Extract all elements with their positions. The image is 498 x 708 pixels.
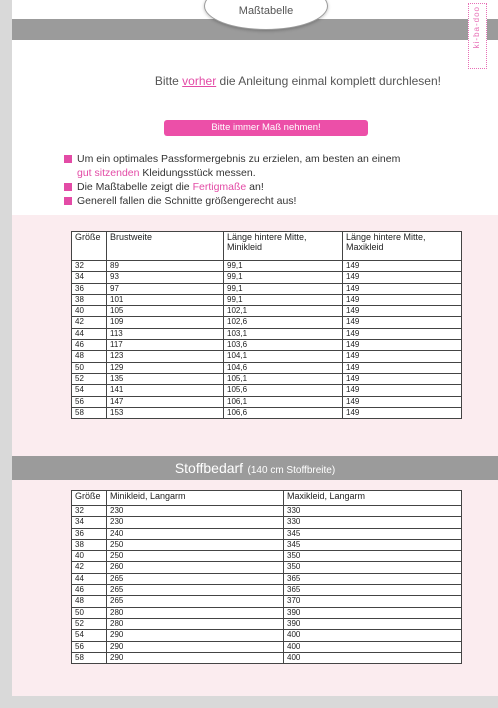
table-row: [72, 340, 462, 351]
table-row: [72, 272, 462, 283]
intro-text: Bitte: [154, 74, 183, 88]
table-cell: 44: [72, 328, 107, 339]
table-cell: 265: [107, 585, 284, 596]
table-cell: 280: [107, 607, 284, 618]
table-cell: 135: [107, 373, 224, 384]
table-row: [72, 362, 462, 373]
table-cell: 330: [284, 506, 462, 517]
table-cell: 44: [72, 573, 107, 584]
table-cell: 149: [343, 328, 462, 339]
bullet-item: [64, 180, 400, 194]
table-cell: 123: [107, 351, 224, 362]
table-cell: 390: [284, 618, 462, 629]
bullet-text: Die Maßtabelle zeigt die: [77, 181, 193, 193]
table-cell: 147: [107, 396, 224, 407]
bullet-text-end: an!: [246, 181, 264, 193]
table-cell: 38: [72, 294, 107, 305]
table-cell: 240: [107, 528, 284, 539]
table-cell: 365: [284, 585, 462, 596]
table-cell: 250: [107, 539, 284, 550]
table-cell: 365: [284, 573, 462, 584]
bullet-square-icon: [64, 197, 72, 205]
column-header: Maxikleid, Langarm: [284, 491, 462, 506]
table-cell: 230: [107, 506, 284, 517]
table-cell: 149: [343, 306, 462, 317]
fabric-note: (140 cm Stoffbreite): [247, 465, 336, 476]
intro-line: [12, 74, 498, 88]
table-cell: 56: [72, 396, 107, 407]
table-cell: 149: [343, 351, 462, 362]
table-row: [72, 607, 462, 618]
table-cell: 58: [72, 652, 107, 663]
table-cell: 250: [107, 551, 284, 562]
notice-pill: Bitte immer Maß nehmen!: [164, 120, 368, 136]
bullet-highlight: Fertigmaße: [192, 181, 247, 193]
bullet-list: [64, 152, 400, 208]
table-cell: 42: [72, 317, 107, 328]
table-cell: 32: [72, 261, 107, 272]
table-cell: 345: [284, 539, 462, 550]
table-row: [72, 407, 462, 418]
table-cell: 290: [107, 641, 284, 652]
intro-text-end: die Anleitung einmal komplett durchlesen!: [216, 74, 441, 88]
table-cell: 36: [72, 283, 107, 294]
bullet-text: Um ein optimales Passformergebnis zu erzielen, am besten an einem: [77, 153, 401, 165]
brand-tag: [468, 3, 487, 69]
table-cell: 105,1: [224, 373, 343, 384]
fabric-header-bar: [12, 456, 498, 480]
table-row: [72, 317, 462, 328]
table-cell: 38: [72, 539, 107, 550]
table-cell: 97: [107, 283, 224, 294]
table-row: [72, 618, 462, 629]
table-cell: 54: [72, 630, 107, 641]
table-row: [72, 261, 462, 272]
table-cell: 141: [107, 385, 224, 396]
table-cell: 56: [72, 641, 107, 652]
table-row: [72, 328, 462, 339]
table-cell: 350: [284, 562, 462, 573]
brand-tag-text: ki-ba-doo: [472, 6, 481, 49]
table-cell: 113: [107, 328, 224, 339]
table-cell: 265: [107, 573, 284, 584]
table-cell: 109: [107, 317, 224, 328]
table-row: [72, 539, 462, 550]
table-cell: 101: [107, 294, 224, 305]
size-table: [71, 231, 462, 419]
bullet-square-icon: [64, 155, 72, 163]
table-cell: 32: [72, 506, 107, 517]
table-cell: 52: [72, 618, 107, 629]
table-cell: 40: [72, 551, 107, 562]
table-cell: 34: [72, 272, 107, 283]
table-cell: 102,1: [224, 306, 343, 317]
table-row: [72, 373, 462, 384]
table-cell: 106,6: [224, 407, 343, 418]
table-cell: 117: [107, 340, 224, 351]
table-cell: 280: [107, 618, 284, 629]
column-header: Länge hintere Mitte, Maxikleid: [343, 232, 462, 261]
bullet-text: Generell fallen die Schnitte größengerecht aus!: [77, 195, 297, 207]
table-cell: 99,1: [224, 261, 343, 272]
table-cell: 52: [72, 373, 107, 384]
bullet-item: [64, 152, 400, 180]
table-cell: 370: [284, 596, 462, 607]
document-page: [12, 0, 498, 696]
table-cell: 103,6: [224, 340, 343, 351]
table-row: [72, 585, 462, 596]
table-cell: 149: [343, 283, 462, 294]
table-cell: 58: [72, 407, 107, 418]
table-row: [72, 528, 462, 539]
bullet-text-end: Kleidungsstück messen.: [139, 167, 256, 179]
table-row: [72, 551, 462, 562]
table-cell: 93: [107, 272, 224, 283]
table-cell: 105: [107, 306, 224, 317]
table-row: [72, 351, 462, 362]
table-cell: 350: [284, 551, 462, 562]
table-cell: 102,6: [224, 317, 343, 328]
table-cell: 400: [284, 652, 462, 663]
table-cell: 149: [343, 272, 462, 283]
bullet-square-icon: [64, 183, 72, 191]
table-cell: 290: [107, 630, 284, 641]
table-cell: 99,1: [224, 294, 343, 305]
table-cell: 50: [72, 362, 107, 373]
table-cell: 149: [343, 373, 462, 384]
table-cell: 153: [107, 407, 224, 418]
table-cell: 149: [343, 407, 462, 418]
table-row: [72, 652, 462, 663]
table-cell: 390: [284, 607, 462, 618]
table-cell: 104,1: [224, 351, 343, 362]
table-cell: 265: [107, 596, 284, 607]
table-cell: 149: [343, 340, 462, 351]
fabric-table: [71, 490, 462, 664]
table-cell: 345: [284, 528, 462, 539]
table-cell: 99,1: [224, 283, 343, 294]
table-row: [72, 573, 462, 584]
table-row: [72, 294, 462, 305]
table-row: [72, 596, 462, 607]
column-header: Größe: [72, 491, 107, 506]
table-cell: 42: [72, 562, 107, 573]
table-cell: 48: [72, 351, 107, 362]
table-cell: 89: [107, 261, 224, 272]
table-cell: 48: [72, 596, 107, 607]
table-cell: 46: [72, 585, 107, 596]
table-row: [72, 506, 462, 517]
table-cell: 40: [72, 306, 107, 317]
table-row: [72, 306, 462, 317]
page-title: Maßtabelle: [238, 5, 294, 17]
table-cell: 149: [343, 261, 462, 272]
table-cell: 260: [107, 562, 284, 573]
table-cell: 330: [284, 517, 462, 528]
bullet-item: [64, 194, 400, 208]
table-cell: 105,6: [224, 385, 343, 396]
table-cell: 34: [72, 517, 107, 528]
intro-highlight: vorher: [182, 74, 217, 88]
table-cell: 149: [343, 294, 462, 305]
table-cell: 129: [107, 362, 224, 373]
table-cell: 149: [343, 385, 462, 396]
table-cell: 230: [107, 517, 284, 528]
table-cell: 106,1: [224, 396, 343, 407]
table-row: [72, 641, 462, 652]
table-cell: 50: [72, 607, 107, 618]
table-cell: 149: [343, 362, 462, 373]
column-header: Brustweite: [107, 232, 224, 261]
table-cell: 400: [284, 641, 462, 652]
table-row: [72, 630, 462, 641]
column-header: Größe: [72, 232, 107, 261]
table-cell: 290: [107, 652, 284, 663]
table-cell: 149: [343, 396, 462, 407]
table-row: [72, 517, 462, 528]
table-row: [72, 396, 462, 407]
table-cell: 103,1: [224, 328, 343, 339]
table-row: [72, 283, 462, 294]
table-cell: 54: [72, 385, 107, 396]
bullet-highlight: gut sitzenden: [77, 167, 140, 179]
fabric-title: Stoffbedarf: [174, 460, 244, 476]
table-cell: 46: [72, 340, 107, 351]
table-cell: 400: [284, 630, 462, 641]
column-header: Länge hintere Mitte, Minikleid: [224, 232, 343, 261]
table-row: [72, 562, 462, 573]
table-cell: 36: [72, 528, 107, 539]
column-header: Minikleid, Langarm: [107, 491, 284, 506]
table-row: [72, 385, 462, 396]
table-cell: 149: [343, 317, 462, 328]
table-cell: 104,6: [224, 362, 343, 373]
table-cell: 99,1: [224, 272, 343, 283]
